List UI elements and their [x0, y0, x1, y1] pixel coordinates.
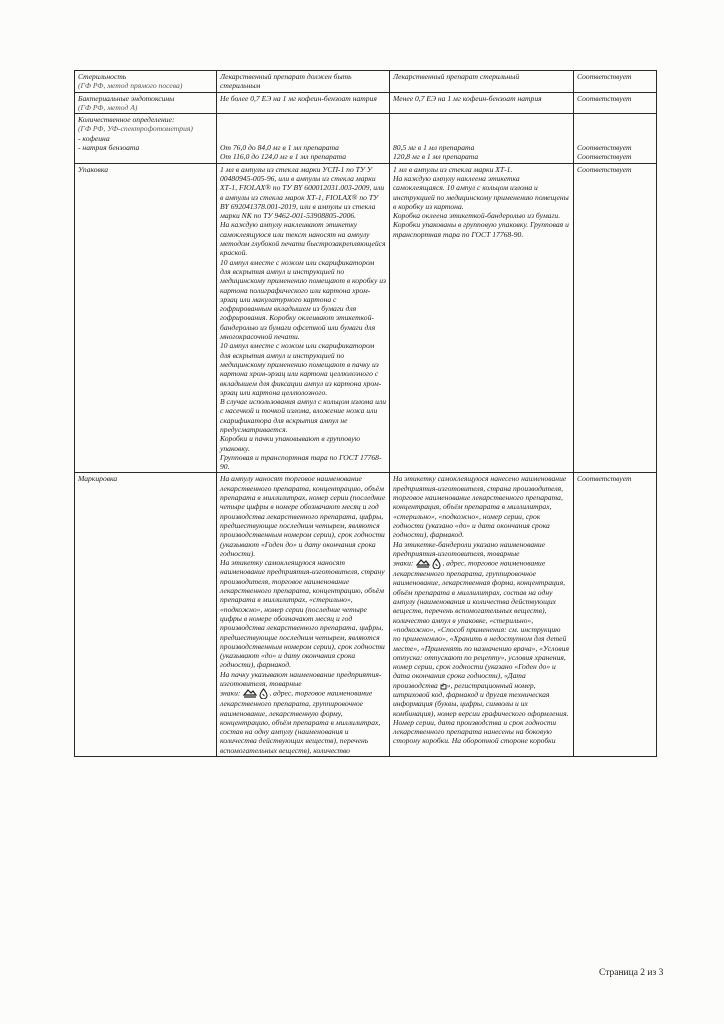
benzoate-conclusion: Соответствует	[577, 152, 632, 162]
page-number: Страница 2 из 3	[599, 968, 664, 978]
parameter-cell	[75, 114, 217, 163]
parameter-name: Количественное определение:	[78, 115, 175, 125]
conclusion-cell: Соответствует	[574, 92, 657, 114]
labeling-req-p4	[220, 688, 386, 755]
packaging-req-p3: 10 ампул вместе с ножом или скарификатором для вскрытия ампул и инструкцией по медицинскому применению помещают в коробку из картона полиграфического или картона хром-эрзац или макулатурного картона с гофрированным вкладышем из бумаги для гофрирования. Коробку оклеивают этикеткой-бандеролью из бумаги офсетной или бумаги для многокрасочной печати.	[220, 257, 386, 342]
packaging-req-p4: 10 ампул вместе с ножом или скарификатором для вскрытия ампул и инструкцией по медицинскому применению помещают в пачку из картона хром-эрзац или картона целлюлозного с вкладышем для фиксации ампул из картона хром-эрзац или картона целлюлозного.	[220, 341, 382, 397]
labeling-res-p4: », регистрационный номер, штриховой код, фармакод и другая техническая информация (буквы, цифры, символы и их комбинация), номер версии графического оформления. Номер серии, дата производства и срок годности лекарственного препарата нанесены на боковую сторону коробки. На оборотной стороне коробки	[393, 680, 569, 746]
icons-suffix: , адрес, торговое наименование лекарственного препарата, группировочное наименование, лекарственную форму, концентрацию, объём препарата в миллилитрах, состав на одну ампулу (наименования и количества действующих веществ), перечень вспомогательных веществ), количество	[220, 688, 381, 755]
result-cell: Лекарственный препарат стерильный	[390, 71, 574, 93]
trademark-icons	[416, 558, 441, 569]
packaging-res-p3: Коробка оклеена этикеткой-бандеролью из бумаги. Коробки упакованы в групповую упаковку. Групповая и транспортная тара по ГОСТ 17768-90.	[393, 211, 569, 239]
requirement-cell	[217, 473, 390, 757]
packaging-res-p2: На каждую ампулу наклеена этикетка самоклеящаяся. 10 ампул с кольцом излома и инструкцией по медицинскому применению помещены в коробку из картона.	[393, 173, 569, 211]
labeling-req-p1: На ампулу наносят торговое наименование лекарственного препарата, концентрацию, объём препарата в миллилитрах, номер серии (последние четыре цифры в номере обозначают месяц и год производства лекарственного препарата, цифры, предшествующие последним четырем, являются производственным номером серии), срок годности (указывают «Годен до» и дату окончания срока годности).	[220, 474, 386, 558]
labeling-res-p3	[393, 558, 570, 746]
table-row	[75, 71, 657, 93]
requirement-cell	[217, 114, 390, 163]
benzoate-result: 120,8 мг в 1 мл препарата	[393, 152, 479, 162]
caffeine-result: 80,5 мг в 1 мл препарата	[393, 143, 475, 153]
packaging-res-p1: 1 мл в ампулы из стекла марки ХТ-1.	[393, 164, 513, 174]
packaging-req-p2: На каждую ампулу наклеивают этикетку самоклеящуюся или текст наносят на ампулу методом глубокой печати быстрозакрепляющейся краской.	[220, 220, 386, 258]
labeling-req-p2: На этикетку самоклеящуюся наносят наименование предприятия-изготовителя, страну производителя, торговое наименование лекарственного препарата, концентрацию, объём препарата в миллилитрах, «стерильно», «подкожно», номер серии (последние четыре цифры в номере обозначают месяц и год производства лекарственного препарата, цифры, предшествующие последним четырем, являются производственным номером серии), срок годности (указывают «до» и дату окончания срока годности), фармакод.	[220, 558, 385, 670]
drop-mark-icon	[432, 558, 441, 569]
method-note: (ГФ РФ, метод А)	[78, 102, 138, 112]
trademark-icons	[243, 688, 268, 699]
packaging-req-p6: Коробки и пачки упаковывают в групповую упаковку.	[220, 434, 361, 453]
table-row	[75, 114, 657, 163]
method-note: (ГФ РФ, метод прямого посева)	[78, 81, 183, 91]
conclusion-cell	[574, 114, 657, 163]
parameter-cell	[75, 71, 217, 93]
result-cell	[390, 473, 574, 757]
conclusion-cell: Соответствует	[574, 71, 657, 93]
parameter-name: Бактериальные эндотоксины	[78, 93, 175, 103]
table-row	[75, 473, 657, 757]
packaging-req-p1: 1 мл в ампулы из стекла марки УСП-1 по ТУ У 00480945-005-96, или в ампулы из стекла марки ХТ-1, FIOLAX® по ТУ BY 600012031.003-2009, или в ампулы из стекла марок ХТ-1, FIOLAX® по ТУ BY 692041378.001-2019, или в ампулы из стекла марки NK по ТУ 9462-001-53908805-2006.	[220, 164, 385, 221]
benzoate-requirement: От 116,0 до 124,0 мг в 1 мл препарата	[220, 152, 346, 162]
icons-prefix: знаки:	[393, 558, 414, 568]
parameter-cell	[75, 92, 217, 114]
conclusion-cell: Соответствует	[574, 473, 657, 757]
requirement-cell	[217, 163, 390, 473]
factory-icon	[440, 682, 447, 690]
result-cell	[390, 114, 574, 163]
packaging-req-p5: В случае использования ампул с кольцом излома или с насечкой и точкой излома, вложение ножа или скарификатора для вскрытия ампул не предусматривается.	[220, 397, 387, 434]
labeling-res-p1: На этикетку самоклеящуюся нанесено наименование предприятия-изготовителя, страна производителя, торговое наименование лекарственного препарата, концентрация, объём препарата в миллилитрах, «стерильно», «подкожно», номер серии, срок годности (указано «до» и дата окончания срока годности), фармакод.	[393, 474, 567, 540]
labeling-res-p2: На этикетке-бандероли указано наименование предприятия-изготовителя, товарные	[393, 539, 546, 558]
parameter-cell: Упаковка	[75, 163, 217, 473]
method-note: (ГФ РФ, УФ-спектрофотометрия)	[78, 124, 193, 134]
requirement-cell: Лекарственный препарат должен быть стерильным	[217, 71, 390, 93]
benzoate-label: - натрия бензоата	[78, 143, 140, 153]
table-row	[75, 163, 657, 473]
icons-prefix: знаки:	[220, 688, 241, 698]
company-logo-icon	[243, 688, 257, 698]
parameter-name: Стерильность	[78, 72, 127, 81]
caffeine-requirement: От 76,0 до 84,0 мг в 1 мл препарата	[220, 143, 339, 153]
parameter-cell: Маркировка	[75, 473, 217, 757]
icons-suffix: , адрес, торговое наименование лекарственного препарата, группировочное наименование, лекарственная форма, концентрация, объём препарата в миллилитрах, состав на одну ампулу (наименования и количества действующих веществ, перечень вспомогательных веществ), количество ампул в упаковке, «стерильно», «подкожно», «Способ применения: см. инструкцию по применению», «Хранить в недоступном для детей месте», «Применять по назначению врача», «Условия отпуска: отпускают по рецепту», условия хранения, номер серии, срок годности (указано «Годен до» и дата окончания срока годности), «Дата производства	[393, 558, 570, 690]
caffeine-label: - кофеина	[78, 133, 110, 143]
table-row	[75, 92, 657, 114]
requirement-cell: Не более 0,7 ЕЭ на 1 мг кофеин-бензоат натрия	[217, 92, 390, 114]
result-cell	[390, 163, 574, 473]
spec-table	[74, 70, 657, 757]
drop-mark-icon	[259, 688, 268, 699]
labeling-req-p3: На пачку указывают наименование предприятия-изготовителя, товарные	[220, 669, 382, 688]
conclusion-cell: Соответствует	[574, 163, 657, 473]
caffeine-conclusion: Соответствует	[577, 143, 632, 153]
result-cell: Менее 0,7 ЕЭ на 1 мг кофеин-бензоат натрия	[390, 92, 574, 114]
packaging-req-p7: Групповая и транспортная тара по ГОСТ 17768-90.	[220, 452, 382, 472]
company-logo-icon	[416, 558, 430, 568]
